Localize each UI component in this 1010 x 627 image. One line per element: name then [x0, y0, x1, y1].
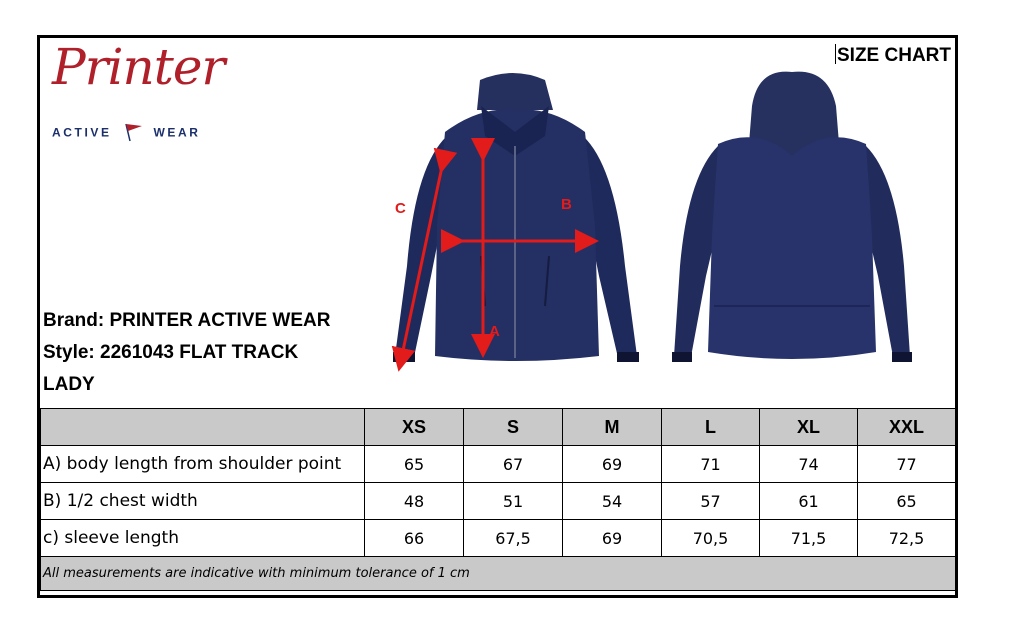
- footnote-row: [41, 557, 956, 591]
- table-cell: 70,5: [662, 520, 760, 557]
- size-header-xxl: XXL: [858, 409, 956, 446]
- size-chart-frame: [37, 35, 958, 598]
- page-title: SIZE CHART: [837, 45, 951, 66]
- row-label: c) sleeve length: [41, 520, 365, 557]
- size-header-m: M: [563, 409, 662, 446]
- table-cell: 67,5: [464, 520, 563, 557]
- table-cell: 69: [563, 446, 662, 483]
- jacket-front-diagram: [385, 66, 645, 384]
- header-blank-cell: [41, 409, 365, 446]
- size-header-l: L: [662, 409, 760, 446]
- pennant-flag-icon: [122, 122, 144, 145]
- brand-line: Brand: PRINTER ACTIVE WEAR: [43, 310, 331, 331]
- row-label: B) 1/2 chest width: [41, 483, 365, 520]
- table-cell: 71: [662, 446, 760, 483]
- table-cell: 74: [760, 446, 858, 483]
- marker-b: B: [561, 196, 572, 213]
- logo-script-text: Printer: [52, 38, 225, 96]
- table-cell: 65: [365, 446, 464, 483]
- table-row: [41, 446, 956, 483]
- marker-a: A: [489, 323, 500, 340]
- jacket-back-diagram: [668, 66, 916, 384]
- table-cell: 77: [858, 446, 956, 483]
- table-cell: 51: [464, 483, 563, 520]
- table-row: [41, 520, 956, 557]
- size-table: [40, 408, 955, 591]
- table-cell: 65: [858, 483, 956, 520]
- table-cell: 69: [563, 520, 662, 557]
- table-cell: 66: [365, 520, 464, 557]
- row-label: A) body length from shoulder point: [41, 446, 365, 483]
- style-line: Style: 2261043 FLAT TRACK: [43, 342, 299, 363]
- size-header-row: [41, 409, 956, 446]
- style-line-2: LADY: [43, 374, 95, 395]
- size-header-xs: XS: [365, 409, 464, 446]
- table-cell: 71,5: [760, 520, 858, 557]
- table-cell: 72,5: [858, 520, 956, 557]
- brand-logo: [48, 38, 248, 142]
- table-cell: 61: [760, 483, 858, 520]
- size-header-s: S: [464, 409, 563, 446]
- table-row: [41, 483, 956, 520]
- table-cell: 54: [563, 483, 662, 520]
- table-cell: 67: [464, 446, 563, 483]
- product-info: [43, 305, 330, 401]
- logo-sub-right: WEAR: [153, 125, 201, 140]
- footnote: All measurements are indicative with minimum tolerance of 1 cm: [41, 557, 956, 591]
- table-cell: 57: [662, 483, 760, 520]
- jacket-back-shape: [672, 72, 912, 362]
- marker-c: C: [395, 200, 406, 217]
- size-header-xl: XL: [760, 409, 858, 446]
- logo-sub-left: ACTIVE: [52, 125, 112, 140]
- table-cell: 48: [365, 483, 464, 520]
- logo-subtitle: [52, 122, 201, 145]
